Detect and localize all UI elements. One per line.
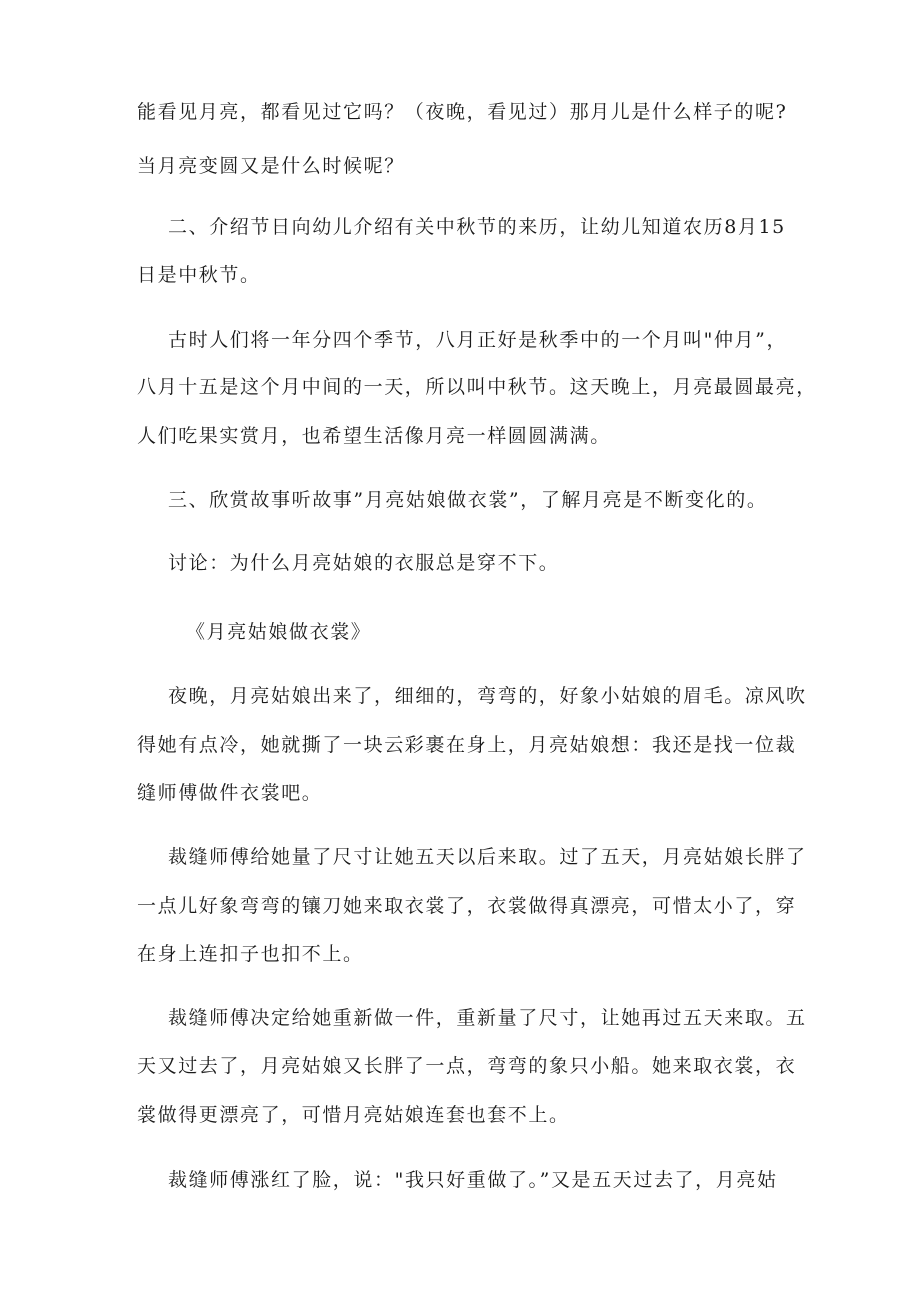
paragraph-origin-line-1: 古时人们将一年分四个季节，八月正好是秋季中的一个月叫"仲月”， bbox=[168, 329, 788, 351]
story-paragraph-3-line-3: 裳做得更漂亮了，可惜月亮姑娘连套也套不上。 bbox=[137, 1104, 570, 1126]
story-paragraph-2-line-1: 裁缝师傅给她量了尺寸让她五天以后来取。过了五天，月亮姑娘长胖了 bbox=[168, 846, 807, 868]
story-paragraph-3-line-1: 裁缝师傅决定给她重新做一件，重新量了尺寸，让她再过五天来取。五 bbox=[168, 1007, 807, 1029]
paragraph-origin-line-2: 八月十五是这个月中间的一天，所以叫中秋节。这天晚上，月亮最圆最亮， bbox=[137, 376, 817, 398]
paragraph-origin-line-3: 人们吃果实赏月，也希望生活像月亮一样圆圆满满。 bbox=[137, 425, 611, 447]
story-paragraph-3-line-2: 天又过去了，月亮姑娘又长胖了一点，弯弯的象只小船。她来取衣裳，衣 bbox=[137, 1055, 797, 1077]
discussion-line: 讨论：为什么月亮姑娘的衣服总是穿不下。 bbox=[168, 552, 560, 574]
text-line-4: 日是中秋节。 bbox=[137, 264, 261, 286]
story-paragraph-1-line-1: 夜晚，月亮姑娘出来了，细细的，弯弯的，好象小姑娘的眉毛。凉风吹 bbox=[168, 685, 807, 707]
story-paragraph-2-line-3: 在身上连扣子也扣不上。 bbox=[137, 943, 364, 965]
story-paragraph-4-line-1: 裁缝师傅涨红了脸，说："我只好重做了。”又是五天过去了，月亮姑 bbox=[168, 1169, 778, 1191]
story-paragraph-2-line-2: 一点儿好象弯弯的镶刀她来取衣裳了，衣裳做得真漂亮，可惜太小了，穿 bbox=[137, 895, 797, 917]
section-three-heading: 三、欣赏故事听故事”月亮姑娘做衣裳”，了解月亮是不断变化的。 bbox=[168, 489, 768, 511]
story-paragraph-1-line-2: 得她有点冷，她就撕了一块云彩裹在身上，月亮姑娘想：我还是找一位裁 bbox=[137, 734, 797, 756]
story-title: 《月亮姑娘做衣裳》 bbox=[186, 621, 372, 643]
text-line-1: 能看见月亮，都看见过它吗？（夜晚，看见过）那月儿是什么样子的呢? bbox=[137, 101, 788, 123]
section-two-heading: 二、介绍节日向幼儿介绍有关中秋节的来历，让幼儿知道农历8月15 bbox=[168, 216, 786, 238]
story-paragraph-1-line-3: 缝师傅做件衣裳吧。 bbox=[137, 782, 323, 804]
text-line-2: 当月亮变圆又是什么时候呢？ bbox=[137, 155, 405, 177]
